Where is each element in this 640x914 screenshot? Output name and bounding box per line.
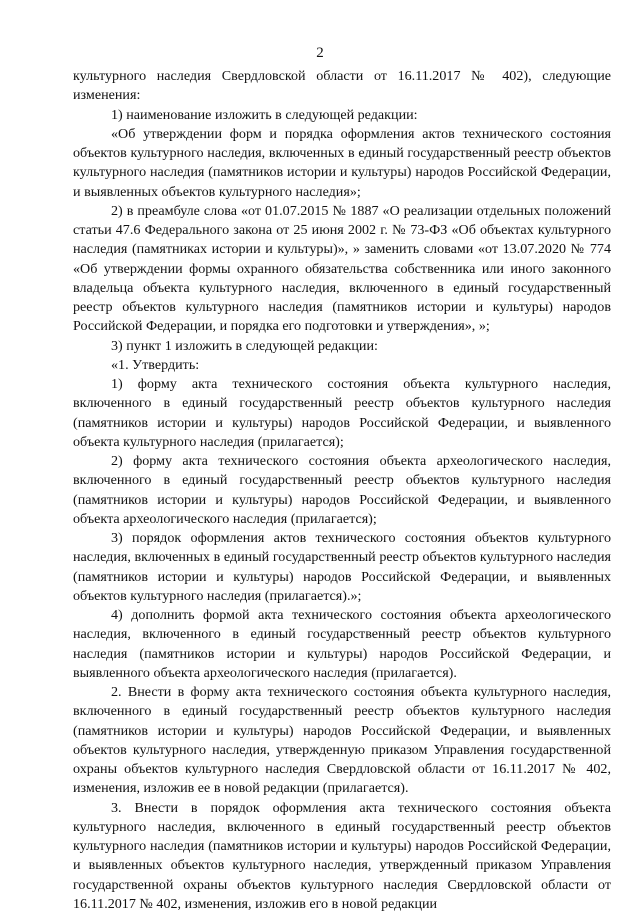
page-number: 2 (0, 44, 640, 62)
paragraph-intro-continuation: культурного наследия Свердловской области от 16.11.2017 № 402), следующие изменения: (73, 67, 611, 106)
paragraph-approve: «1. Утвердить: (73, 356, 611, 375)
paragraph-new-title: «Об утверждении форм и порядка оформления актов технического состояния объектов культурного наследия, включенных в единый государственный реестр объектов культурного наследия (памятников истории и культуры) народов Российской Федерации, и выявленных объектов культурного наследия»; (73, 125, 611, 202)
paragraph-section-3: 3. Внести в порядок оформления акта технического состояния объекта культурного наследия, включенного в единый государственный реестр объектов культурного наследия (памятников истории и культуры) народов Российской Федерации, и выявленных объектов культурного наследия, утвержденный приказом Управления государственной охраны объектов культурного наследия Свердловской области от 16.11.2017 № 402, изменения, изложив его в новой редакции (73, 799, 611, 914)
paragraph-approve-item-3: 3) порядок оформления актов технического состояния объектов культурного наследия, включенных в единый государственный реестр объектов культурного наследия (памятников истории и культуры) народов Российской Федерации, и выявленных объектов культурного наследия (прилагается).»; (73, 529, 611, 606)
paragraph-change-4: 4) дополнить формой акта технического состояния объекта археологического наследия, включенного в единый государственный реестр объектов культурного наследия (памятников истории и культуры) народов Российской Федерации, и выявленного объекта археологического наследия (прилагается). (73, 606, 611, 683)
paragraph-change-3: 3) пункт 1 изложить в следующей редакции: (73, 337, 611, 356)
paragraph-approve-item-1: 1) форму акта технического состояния объекта культурного наследия, включенного в единый государственный реестр объектов культурного наследия (памятников истории и культуры) народов Российской Федерации, и выявленного объекта культурного наследия (прилагается); (73, 375, 611, 452)
paragraph-change-2-preamble: 2) в преамбуле слова «от 01.07.2015 № 1887 «О реализации отдельных положений статьи 47.6 Федерального закона от 25 июня 2002 г. № 73-ФЗ «Об объектах культурного наследия (памятниках истории и культуры)», » заменить словами «от 13.07.2020 № 774 «Об утверждении формы охранного обязательства собственника или иного законного владельца объекта культурного наследия, включенного в единый государственный реестр объектов культурного наследия (памятников истории и культуры) народов Российской Федерации, и порядка его подготовки и утверждения», »; (73, 202, 611, 337)
paragraph-approve-item-2: 2) форму акта технического состояния объекта археологического наследия, включенного в единый государственный реестр объектов культурного наследия (памятников истории и культуры) народов Российской Федерации, и выявленного объекта археологического наследия (прилагается); (73, 452, 611, 529)
paragraph-section-2: 2. Внести в форму акта технического состояния объекта культурного наследия, включенного в единый государственный реестр объектов культурного наследия (памятников истории и культуры) народов Российской Федерации, и выявленных объектов культурного наследия, утвержденную приказом Управления государственной охраны объектов культурного наследия Свердловской области от 16.11.2017 № 402, изменения, изложив ее в новой редакции (прилагается). (73, 683, 611, 799)
document-body (73, 67, 611, 914)
paragraph-change-1: 1) наименование изложить в следующей редакции: (73, 106, 611, 125)
